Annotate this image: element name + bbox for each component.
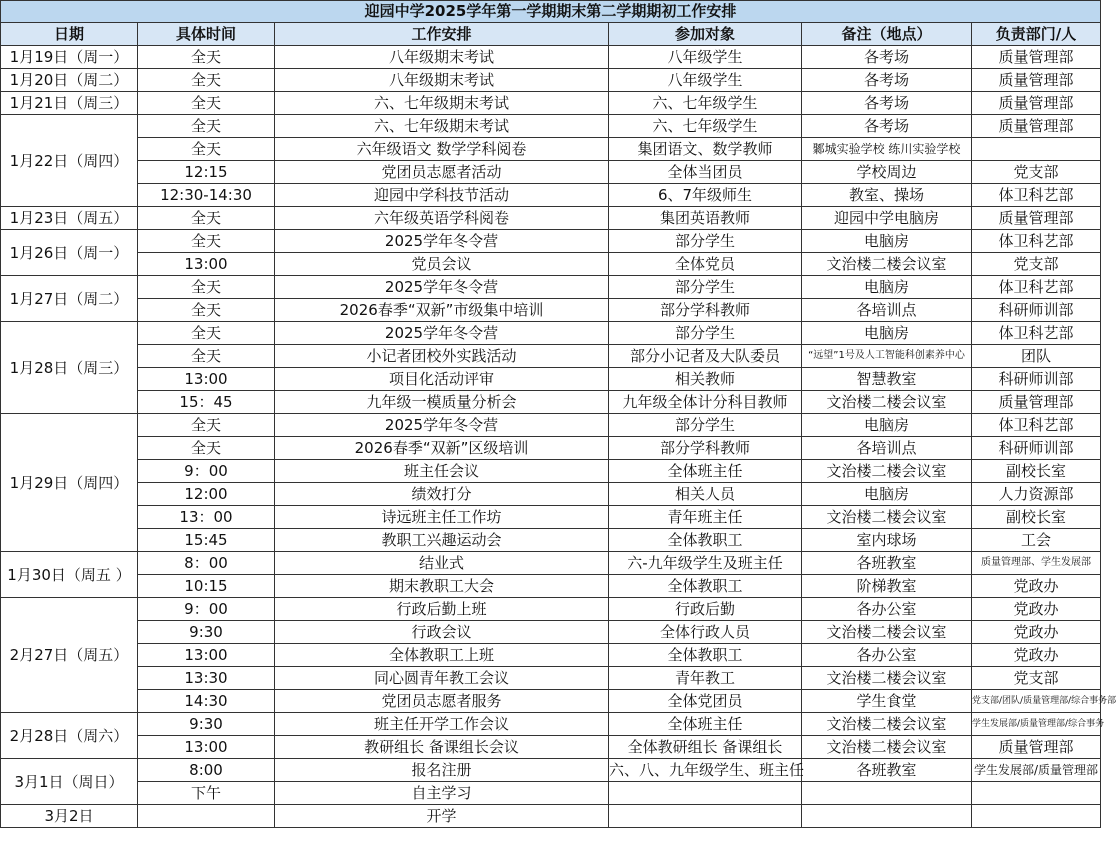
task-cell: 项目化活动评审 xyxy=(275,368,609,391)
time-cell: 13：00 xyxy=(138,506,275,529)
time-cell: 全天 xyxy=(138,69,275,92)
target-cell: 全体教职工 xyxy=(609,644,802,667)
task-cell: 六、七年级期末考试 xyxy=(275,115,609,138)
task-cell: 迎园中学科技节活动 xyxy=(275,184,609,207)
note-cell: 各班教室 xyxy=(802,759,972,782)
task-cell: 党员会议 xyxy=(275,253,609,276)
date-cell: 1月26日（周一） xyxy=(1,230,138,276)
target-cell: 集团英语教师 xyxy=(609,207,802,230)
task-cell: 自主学习 xyxy=(275,782,609,805)
target-cell: 集团语文、数学教师 xyxy=(609,138,802,161)
schedule-body xyxy=(1,46,1116,828)
note-cell: 各培训点 xyxy=(802,299,972,322)
schedule-row xyxy=(1,667,1101,690)
target-cell: 八年级学生 xyxy=(609,69,802,92)
schedule-row xyxy=(1,690,1101,713)
header-time: 具体时间 xyxy=(138,23,275,46)
time-cell: 8：00 xyxy=(138,552,275,575)
schedule-row xyxy=(1,529,1101,552)
time-cell: 15：45 xyxy=(138,391,275,414)
time-cell: 13:00 xyxy=(138,644,275,667)
target-cell: 行政后勤 xyxy=(609,598,802,621)
note-cell: 电脑房 xyxy=(802,276,972,299)
time-cell: 全天 xyxy=(138,345,275,368)
task-cell: 报名注册 xyxy=(275,759,609,782)
target-cell: 全体教研组长 备课组长 xyxy=(609,736,802,759)
time-cell: 12:00 xyxy=(138,483,275,506)
dept-cell: 体卫科艺部 xyxy=(972,230,1101,253)
note-cell: 文治楼二楼会议室 xyxy=(802,506,972,529)
target-cell xyxy=(609,782,802,805)
target-cell: 全体班主任 xyxy=(609,460,802,483)
target-cell: 部分学科教师 xyxy=(609,299,802,322)
target-cell: 部分学生 xyxy=(609,276,802,299)
task-cell: 党团员志愿者服务 xyxy=(275,690,609,713)
dept-cell: 党政办 xyxy=(972,621,1101,644)
target-cell: 6、7年级师生 xyxy=(609,184,802,207)
schedule-row xyxy=(1,207,1101,230)
task-cell: 六、七年级期末考试 xyxy=(275,92,609,115)
task-cell: 绩效打分 xyxy=(275,483,609,506)
note-cell: 鄹城实验学校 练川实验学校 xyxy=(802,138,972,161)
dept-cell xyxy=(972,805,1101,828)
time-cell: 9：00 xyxy=(138,598,275,621)
time-cell: 9：00 xyxy=(138,460,275,483)
target-cell: 部分学科教师 xyxy=(609,437,802,460)
schedule-row xyxy=(1,299,1101,322)
title-row xyxy=(1,1,1101,23)
task-cell: 党团员志愿者活动 xyxy=(275,161,609,184)
target-cell: 六-九年级学生及班主任 xyxy=(609,552,802,575)
time-cell: 全天 xyxy=(138,414,275,437)
note-cell: 文治楼二楼会议室 xyxy=(802,391,972,414)
note-cell: 文治楼二楼会议室 xyxy=(802,621,972,644)
time-cell: 全天 xyxy=(138,322,275,345)
task-cell: 期末教职工大会 xyxy=(275,575,609,598)
time-cell: 14:30 xyxy=(138,690,275,713)
task-cell: 六年级语文 数学学科阅卷 xyxy=(275,138,609,161)
dept-cell: 工会 xyxy=(972,529,1101,552)
schedule-row xyxy=(1,368,1101,391)
note-cell: 学校周边 xyxy=(802,161,972,184)
note-cell: 各办公室 xyxy=(802,598,972,621)
header-note: 备注（地点） xyxy=(802,23,972,46)
date-cell: 2月27日（周五） xyxy=(1,598,138,713)
note-cell xyxy=(802,805,972,828)
note-cell: 文治楼二楼会议室 xyxy=(802,667,972,690)
header-target: 参加对象 xyxy=(609,23,802,46)
header-task: 工作安排 xyxy=(275,23,609,46)
schedule-row xyxy=(1,391,1101,414)
note-cell: 文治楼二楼会议室 xyxy=(802,460,972,483)
note-cell: 室内球场 xyxy=(802,529,972,552)
dept-cell: 质量管理部 xyxy=(972,115,1101,138)
note-cell: 电脑房 xyxy=(802,414,972,437)
time-cell: 全天 xyxy=(138,276,275,299)
task-cell: 诗远班主任工作坊 xyxy=(275,506,609,529)
target-cell: 青年班主任 xyxy=(609,506,802,529)
dept-cell: 科研师训部 xyxy=(972,299,1101,322)
date-cell: 1月30日（周五 ） xyxy=(1,552,138,598)
time-cell: 全天 xyxy=(138,46,275,69)
date-cell: 3月1日（周日） xyxy=(1,759,138,805)
note-cell: 电脑房 xyxy=(802,483,972,506)
dept-cell xyxy=(972,138,1101,161)
time-cell: 12:30-14:30 xyxy=(138,184,275,207)
task-cell: 教职工兴趣运动会 xyxy=(275,529,609,552)
date-cell: 2月28日（周六） xyxy=(1,713,138,759)
header-row xyxy=(1,23,1101,46)
note-cell: 阶梯教室 xyxy=(802,575,972,598)
date-cell: 1月28日（周三） xyxy=(1,322,138,414)
schedule-row xyxy=(1,575,1101,598)
schedule-row xyxy=(1,69,1101,92)
schedule-row xyxy=(1,713,1101,736)
target-cell: 全体教职工 xyxy=(609,529,802,552)
dept-cell: 体卫科艺部 xyxy=(972,414,1101,437)
target-cell: 青年教工 xyxy=(609,667,802,690)
target-cell xyxy=(609,805,802,828)
date-cell: 1月29日（周四） xyxy=(1,414,138,552)
schedule-row xyxy=(1,506,1101,529)
time-cell: 10:15 xyxy=(138,575,275,598)
time-cell: 13:00 xyxy=(138,368,275,391)
task-cell: 2025学年冬令营 xyxy=(275,322,609,345)
target-cell: 六、八、九年级学生、班主任 xyxy=(609,759,802,782)
schedule-row xyxy=(1,782,1101,805)
sheet-title: 迎园中学2025学年第一学期期末第二学期期初工作安排 xyxy=(1,1,1101,23)
schedule-row xyxy=(1,414,1101,437)
dept-cell: 质量管理部 xyxy=(972,207,1101,230)
time-cell: 9:30 xyxy=(138,713,275,736)
target-cell: 八年级学生 xyxy=(609,46,802,69)
dept-cell: 人力资源部 xyxy=(972,483,1101,506)
time-cell: 8:00 xyxy=(138,759,275,782)
dept-cell: 质量管理部、学生发展部 xyxy=(972,552,1101,575)
note-cell: 迎园中学电脑房 xyxy=(802,207,972,230)
schedule-row xyxy=(1,736,1101,759)
dept-cell: 党政办 xyxy=(972,644,1101,667)
dept-cell: 质量管理部 xyxy=(972,46,1101,69)
note-cell: 电脑房 xyxy=(802,230,972,253)
time-cell: 全天 xyxy=(138,230,275,253)
target-cell: 部分学生 xyxy=(609,230,802,253)
schedule-row xyxy=(1,184,1101,207)
note-cell xyxy=(802,782,972,805)
time-cell: 9:30 xyxy=(138,621,275,644)
time-cell: 全天 xyxy=(138,437,275,460)
dept-cell: 体卫科艺部 xyxy=(972,184,1101,207)
time-cell: 13:00 xyxy=(138,253,275,276)
time-cell: 15:45 xyxy=(138,529,275,552)
dept-cell: 学生发展部/质量管理部/综合事务 xyxy=(972,713,1101,736)
dept-cell: 党政办 xyxy=(972,598,1101,621)
task-cell: 开学 xyxy=(275,805,609,828)
target-cell: 全体班主任 xyxy=(609,713,802,736)
schedule-row xyxy=(1,621,1101,644)
date-cell: 1月23日（周五） xyxy=(1,207,138,230)
target-cell: 全体党团员 xyxy=(609,690,802,713)
schedule-row xyxy=(1,115,1101,138)
date-cell: 3月2日 xyxy=(1,805,138,828)
dept-cell: 质量管理部 xyxy=(972,92,1101,115)
time-cell: 全天 xyxy=(138,115,275,138)
dept-cell: 党支部 xyxy=(972,253,1101,276)
time-cell: 全天 xyxy=(138,138,275,161)
time-cell: 13:30 xyxy=(138,667,275,690)
task-cell: 结业式 xyxy=(275,552,609,575)
target-cell: 全体当团员 xyxy=(609,161,802,184)
note-cell: 文治楼二楼会议室 xyxy=(802,253,972,276)
schedule-row xyxy=(1,92,1101,115)
task-cell: 九年级一模质量分析会 xyxy=(275,391,609,414)
note-cell: 学生食堂 xyxy=(802,690,972,713)
task-cell: 2025学年冬令营 xyxy=(275,230,609,253)
dept-cell: 党支部 xyxy=(972,667,1101,690)
dept-cell: 质量管理部 xyxy=(972,736,1101,759)
schedule-row xyxy=(1,552,1101,575)
dept-cell: 质量管理部 xyxy=(972,69,1101,92)
task-cell: 教研组长 备课组长会议 xyxy=(275,736,609,759)
dept-cell: 团队 xyxy=(972,345,1101,368)
task-cell: 2025学年冬令营 xyxy=(275,414,609,437)
task-cell: 小记者团校外实践活动 xyxy=(275,345,609,368)
task-cell: 班主任会议 xyxy=(275,460,609,483)
note-cell: 各班教室 xyxy=(802,552,972,575)
note-cell: 电脑房 xyxy=(802,322,972,345)
dept-cell: 科研师训部 xyxy=(972,368,1101,391)
schedule-row xyxy=(1,483,1101,506)
schedule-row xyxy=(1,253,1101,276)
schedule-row xyxy=(1,759,1101,782)
note-cell: 各考场 xyxy=(802,69,972,92)
task-cell: 2026春季“双新”市级集中培训 xyxy=(275,299,609,322)
time-cell: 全天 xyxy=(138,92,275,115)
note-cell: 智慧教室 xyxy=(802,368,972,391)
schedule-row xyxy=(1,138,1101,161)
date-cell: 1月20日（周二） xyxy=(1,69,138,92)
date-cell: 1月27日（周二） xyxy=(1,276,138,322)
target-cell: 相关教师 xyxy=(609,368,802,391)
note-cell: “远望”1号及人工智能科创素养中心 xyxy=(802,345,972,368)
target-cell: 相关人员 xyxy=(609,483,802,506)
dept-cell: 体卫科艺部 xyxy=(972,322,1101,345)
schedule-row xyxy=(1,437,1101,460)
time-cell: 13:00 xyxy=(138,736,275,759)
note-cell: 各培训点 xyxy=(802,437,972,460)
schedule-row xyxy=(1,322,1101,345)
task-cell: 行政会议 xyxy=(275,621,609,644)
date-cell: 1月22日（周四） xyxy=(1,115,138,207)
time-cell: 下午 xyxy=(138,782,275,805)
target-cell: 部分学生 xyxy=(609,414,802,437)
note-cell: 文治楼二楼会议室 xyxy=(802,713,972,736)
task-cell: 八年级期末考试 xyxy=(275,46,609,69)
note-cell: 各办公室 xyxy=(802,644,972,667)
target-cell: 部分小记者及大队委员 xyxy=(609,345,802,368)
schedule-row xyxy=(1,345,1101,368)
dept-cell: 党支部/团队/质量管理部/综合事务部 xyxy=(972,690,1101,713)
task-cell: 2025学年冬令营 xyxy=(275,276,609,299)
schedule-row xyxy=(1,161,1101,184)
task-cell: 八年级期末考试 xyxy=(275,69,609,92)
date-cell: 1月19日（周一） xyxy=(1,46,138,69)
note-cell: 各考场 xyxy=(802,46,972,69)
dept-cell: 党政办 xyxy=(972,575,1101,598)
task-cell: 六年级英语学科阅卷 xyxy=(275,207,609,230)
time-cell: 全天 xyxy=(138,207,275,230)
schedule-row xyxy=(1,276,1101,299)
target-cell: 六、七年级学生 xyxy=(609,92,802,115)
target-cell: 九年级全体计分科目教师 xyxy=(609,391,802,414)
target-cell: 全体行政人员 xyxy=(609,621,802,644)
dept-cell: 副校长室 xyxy=(972,460,1101,483)
date-cell: 1月21日（周三） xyxy=(1,92,138,115)
schedule-row xyxy=(1,805,1101,828)
dept-cell: 质量管理部 xyxy=(972,391,1101,414)
note-cell: 文治楼二楼会议室 xyxy=(802,736,972,759)
header-dept: 负责部门/人 xyxy=(972,23,1101,46)
target-cell: 部分学生 xyxy=(609,322,802,345)
note-cell: 教室、操场 xyxy=(802,184,972,207)
dept-cell: 党支部 xyxy=(972,161,1101,184)
schedule-row xyxy=(1,46,1101,69)
task-cell: 行政后勤上班 xyxy=(275,598,609,621)
schedule-row xyxy=(1,230,1101,253)
time-cell xyxy=(138,805,275,828)
time-cell: 全天 xyxy=(138,299,275,322)
schedule-row xyxy=(1,460,1101,483)
dept-cell: 科研师训部 xyxy=(972,437,1101,460)
task-cell: 2026春季“双新”区级培训 xyxy=(275,437,609,460)
task-cell: 全体教职工上班 xyxy=(275,644,609,667)
target-cell: 全体教职工 xyxy=(609,575,802,598)
note-cell: 各考场 xyxy=(802,92,972,115)
time-cell: 12:15 xyxy=(138,161,275,184)
dept-cell xyxy=(972,782,1101,805)
header-date: 日期 xyxy=(1,23,138,46)
dept-cell: 学生发展部/质量管理部 xyxy=(972,759,1101,782)
dept-cell: 体卫科艺部 xyxy=(972,276,1101,299)
task-cell: 班主任开学工作会议 xyxy=(275,713,609,736)
task-cell: 同心圆青年教工会议 xyxy=(275,667,609,690)
dept-cell: 副校长室 xyxy=(972,506,1101,529)
target-cell: 全体党员 xyxy=(609,253,802,276)
note-cell: 各考场 xyxy=(802,115,972,138)
schedule-row xyxy=(1,598,1101,621)
target-cell: 六、七年级学生 xyxy=(609,115,802,138)
schedule-row xyxy=(1,644,1101,667)
